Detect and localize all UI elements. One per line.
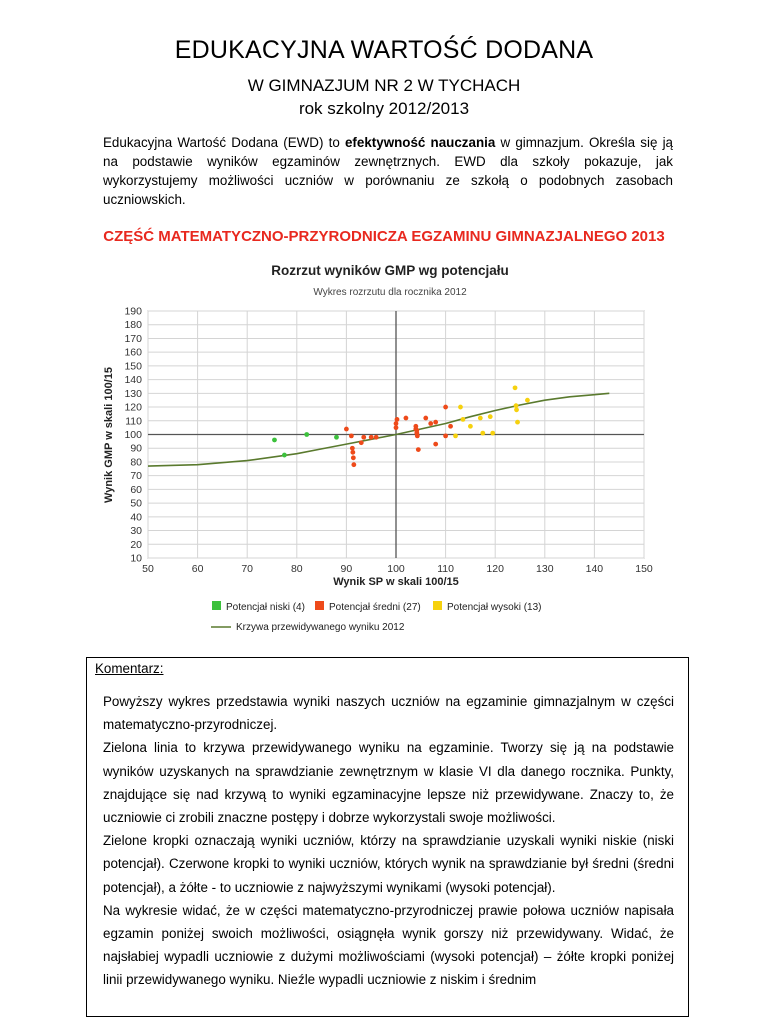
comment-text — [103, 690, 674, 992]
data-point-high — [480, 431, 485, 436]
comment-paragraph: Zielona linia to krzywa przewidywanego wyniku na egzaminie. Tworzy się ją na podstawie wyników uzyskanych na sprawdzianie zewnętrznym w klasie VI dla danego rocznika. Punkty, znajdujące się nad krzywą to wyniki egzaminacyjne lepsze niż przewidywane. Znaczy to, że uczniowie ci zrobili znaczne postępy i dobrze wykorzystali swoje możliwości. — [103, 740, 674, 826]
legend-label-curve: Krzywa przewidywanego wyniku 2012 — [236, 622, 405, 633]
plot-area — [124, 306, 652, 576]
legend — [211, 601, 541, 633]
data-point-mid — [443, 433, 448, 438]
data-point-low — [272, 438, 277, 443]
y-tick-label: 20 — [130, 538, 142, 551]
scatter-chart — [100, 255, 660, 650]
data-point-high — [514, 407, 519, 412]
y-tick-label: 50 — [130, 497, 142, 510]
x-tick-label: 90 — [340, 563, 353, 575]
y-tick-label: 130 — [124, 387, 142, 400]
data-point-mid — [423, 416, 428, 421]
data-point-mid — [369, 435, 374, 440]
data-point-mid — [361, 435, 366, 440]
y-tick-label: 170 — [124, 332, 142, 345]
y-tick-label: 120 — [124, 401, 142, 414]
comment-paragraph: Na wykresie widać, że w części matematyczno-przyrodniczej prawie połowa uczniów napisała egzamin poniżej swoich możliwości, osiągnęła wynik gorszy niż przewidywany. Widać, że najsłabiej wypadli uczniowie z dużymi możliwościami (wysoki potencjał) – żółte kropki poniżej linii przewidywanego wyniku. Nieźle wypadli uczniowie z niskim i średnim — [103, 902, 674, 988]
x-tick-label: 100 — [387, 563, 405, 575]
data-point-low — [282, 453, 287, 458]
data-point-high — [525, 398, 530, 403]
x-tick-label: 70 — [241, 563, 254, 575]
x-tick-label: 150 — [635, 563, 653, 575]
y-tick-label: 110 — [125, 415, 142, 428]
y-tick-label: 90 — [130, 442, 142, 455]
data-point-mid — [404, 416, 409, 421]
data-point-high — [458, 405, 463, 410]
x-tick-label: 130 — [536, 563, 554, 575]
data-point-high — [488, 414, 493, 419]
comment-box — [86, 657, 689, 1017]
x-tick-label: 60 — [191, 563, 204, 575]
section-heading: CZĘŚĆ MATEMATYCZNO-PRZYRODNICZA EGZAMINU GIMNAZJALNEGO 2013 — [103, 228, 665, 245]
data-point-high — [515, 420, 520, 425]
y-tick-label: 180 — [124, 319, 142, 332]
data-point-mid — [448, 424, 453, 429]
x-tick-label: 110 — [437, 563, 454, 575]
x-tick-label: 120 — [486, 563, 504, 575]
y-axis-label: Wynik GMP w skali 100/15 — [103, 367, 115, 503]
y-tick-label: 160 — [124, 346, 142, 359]
school-year: rok szkolny 2012/2013 — [298, 99, 470, 118]
data-point-low — [304, 432, 309, 437]
x-tick-label: 50 — [142, 563, 154, 575]
data-point-mid — [395, 417, 400, 422]
data-point-mid — [351, 455, 356, 460]
comment-paragraph: Powyższy wykres przedstawia wyniki naszych uczniów na egzaminie gimnazjalnym w części matematyczno-przyrodniczej. — [103, 694, 674, 733]
data-point-high — [461, 417, 466, 422]
data-point-high — [453, 433, 458, 438]
x-tick-label: 80 — [290, 563, 303, 575]
intro-text-start: Edukacyjna Wartość Dodana (EWD) to — [103, 135, 345, 150]
data-point-mid — [394, 425, 399, 430]
data-point-low — [334, 435, 339, 440]
x-tick-label: 140 — [585, 563, 604, 575]
school-name: W GIMNAZJUM NR 2 W TYCHACH — [247, 76, 521, 95]
data-point-high — [478, 416, 483, 421]
data-point-mid — [359, 440, 364, 445]
y-tick-label: 190 — [124, 305, 142, 318]
data-point-mid — [415, 433, 420, 438]
intro-text-end: w gimnazjum. Określa się ją na podstawie wyników egzaminów zewnętrznych. EWD dla szkoły pokazuje, jak wykorzystujemy możliwości uczniów w porównaniu ze szkołą o podobnych zasobach uczniowskich. — [103, 135, 674, 207]
page-title: EDUKACYJNA WARTOŚĆ DODANA — [174, 36, 594, 64]
comment-label: Komentarz: — [95, 661, 164, 676]
x-axis-label: Wynik SP w skali 100/15 — [333, 576, 459, 588]
y-tick-label: 70 — [130, 470, 142, 483]
y-tick-label: 80 — [130, 456, 142, 469]
y-tick-label: 100 — [124, 429, 142, 441]
y-tick-label: 40 — [130, 511, 142, 524]
y-tick-label: 30 — [130, 525, 142, 538]
data-point-mid — [433, 442, 438, 447]
data-point-mid — [394, 421, 399, 426]
y-tick-label: 140 — [124, 374, 142, 387]
data-point-mid — [416, 447, 421, 452]
legend-swatch-mid — [315, 601, 324, 610]
legend-label-mid: Potencjał średni (27) — [329, 602, 421, 613]
y-tick-label: 10 — [130, 552, 142, 565]
data-point-mid — [349, 433, 354, 438]
comment-paragraph: Zielone kropki oznaczają wyniki uczniów, którzy na sprawdzianie uzyskali wyniki niskie (niski potencjał). Czerwone kropki to wyniki uczniów, których wynik na sprawdzianie był średni (średni potencjał), a żółte - to uczniowie z najwyższymi wynikami (wysoki potencjał). — [103, 833, 674, 895]
data-point-mid — [443, 405, 448, 410]
legend-label-low: Potencjał niski (4) — [226, 602, 305, 613]
y-tick-label: 60 — [130, 483, 142, 496]
chart-title: Rozrzut wyników GMP wg potencjału — [271, 263, 509, 278]
data-point-high — [490, 431, 495, 436]
legend-label-high: Potencjał wysoki (13) — [447, 602, 542, 613]
data-point-mid — [351, 462, 356, 467]
chart-subtitle: Wykres rozrzutu dla rocznika 2012 — [313, 287, 467, 298]
data-point-mid — [414, 428, 419, 433]
data-point-high — [514, 403, 519, 408]
data-point-mid — [428, 421, 433, 426]
data-point-mid — [433, 420, 438, 425]
intro-paragraph — [103, 133, 673, 209]
data-point-high — [513, 385, 518, 390]
y-tick-label: 150 — [124, 360, 142, 373]
data-point-high — [468, 424, 473, 429]
data-point-mid — [344, 427, 349, 432]
legend-swatch-high — [433, 601, 442, 610]
data-point-mid — [350, 450, 355, 455]
intro-bold-phrase: efektywność nauczania — [344, 135, 496, 150]
data-point-mid — [350, 446, 355, 451]
legend-swatch-low — [212, 601, 221, 610]
data-point-mid — [374, 435, 379, 440]
